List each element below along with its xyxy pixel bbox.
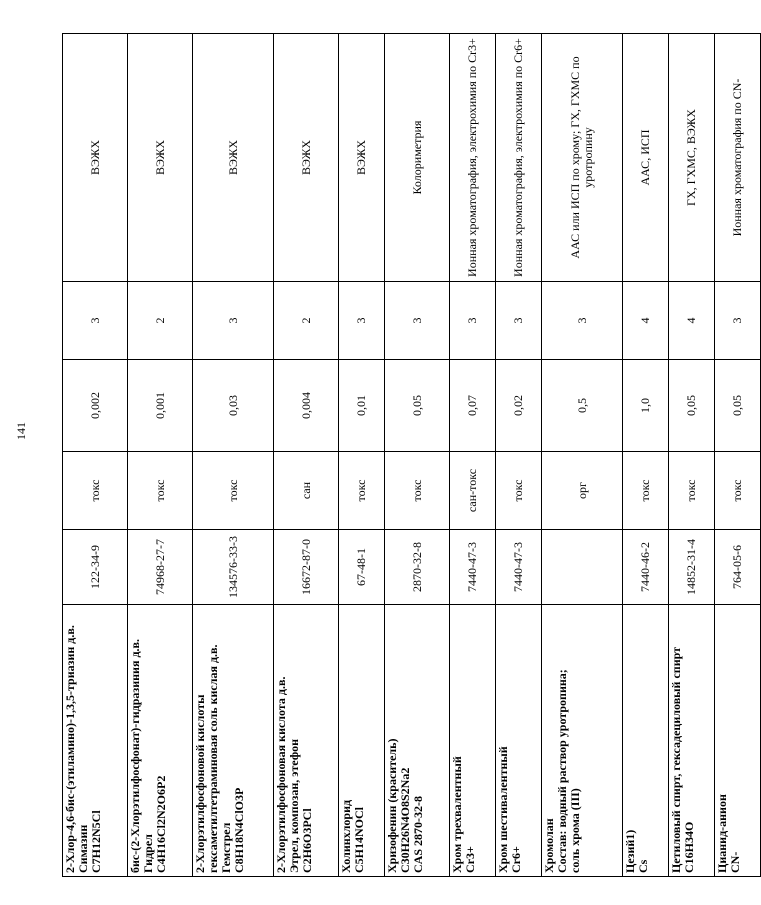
substance-name-line: Холинхлорид xyxy=(339,799,353,873)
mac-value-cell: 0,05 xyxy=(385,360,450,452)
substance-name-line: Хромолан xyxy=(542,818,556,873)
substance-name-line: Состав: водный раствор уротропина; xyxy=(555,669,569,873)
substance-name-cell xyxy=(193,605,274,877)
substance-name-line: C7H12N5Cl xyxy=(89,810,103,873)
method-cell: ГХ, ГХМС, ВЭЖХ xyxy=(669,34,715,282)
cas-number-cell: 7440-47-3 xyxy=(496,530,542,605)
substance-name-cell xyxy=(128,605,193,877)
substance-name-line: 2-Хлор-4,6-бис-(этиламино)-1,3,5-триазин д.в. xyxy=(63,625,77,873)
mac-value-cell: 1,0 xyxy=(623,360,669,452)
hazard-sign-cell: орг xyxy=(542,452,623,530)
table-row xyxy=(63,34,128,877)
hazard-class-cell: 3 xyxy=(63,282,128,360)
substance-name-line: 2-Хлорэтилфосфоновой кислоты гексаметилтетраминовая соль кислая д.в. xyxy=(193,644,220,873)
substance-name-line: Гидрел xyxy=(141,834,155,873)
hazard-sign-cell: токс xyxy=(385,452,450,530)
hazard-class-cell: 3 xyxy=(450,282,496,360)
substances-table-frame xyxy=(62,34,744,877)
cas-number-cell: 74968-27-7 xyxy=(128,530,193,605)
hazard-class-cell: 3 xyxy=(496,282,542,360)
method-cell: Ионная хроматография, электрохимия по Cr6+ xyxy=(496,34,542,282)
mac-value-cell: 0,004 xyxy=(274,360,339,452)
substance-name-cell xyxy=(669,605,715,877)
method-cell: Колориметрия xyxy=(385,34,450,282)
substance-name-cell xyxy=(339,605,385,877)
substance-name-cell xyxy=(623,605,669,877)
method-cell: ВЭЖХ xyxy=(128,34,193,282)
substance-name-line: Гемстрел xyxy=(219,822,233,873)
substance-name-cell xyxy=(63,605,128,877)
substance-name-line: бис-(2-Хлорэтилфосфонат)-гидразиния д.в. xyxy=(128,638,142,873)
method-cell: Ионная хроматография, электрохимия по Cr3+ xyxy=(450,34,496,282)
substance-name-line: Cr3+ xyxy=(463,846,477,873)
table-row xyxy=(385,34,450,877)
method-cell: ВЭЖХ xyxy=(63,34,128,282)
hazard-class-cell: 3 xyxy=(339,282,385,360)
mac-value-cell: 0,02 xyxy=(496,360,542,452)
table-row xyxy=(496,34,542,877)
hazard-class-cell: 3 xyxy=(715,282,761,360)
hazard-sign-cell: токс xyxy=(193,452,274,530)
substance-name-cell xyxy=(385,605,450,877)
table-row xyxy=(193,34,274,877)
method-cell: ААС, ИСП xyxy=(623,34,669,282)
substance-name-line: C4H16Cl2N2O6P2 xyxy=(154,775,168,873)
table-row xyxy=(715,34,761,877)
substance-name-line: Хром трехвалентный xyxy=(450,756,464,873)
substance-name-line: C8H18N4ClO3P xyxy=(232,787,246,873)
method-cell: Ионная хроматография по CN- xyxy=(715,34,761,282)
substance-name-cell xyxy=(450,605,496,877)
hazard-class-cell: 4 xyxy=(623,282,669,360)
hazard-sign-cell: токс xyxy=(669,452,715,530)
cas-number-cell: 122-34-9 xyxy=(63,530,128,605)
mac-value-cell: 0,002 xyxy=(63,360,128,452)
substance-name-line: Этрел, композан, этефон xyxy=(287,738,301,873)
substance-name-cell xyxy=(542,605,623,877)
hazard-class-cell: 2 xyxy=(274,282,339,360)
method-cell: ВЭЖХ xyxy=(339,34,385,282)
mac-value-cell: 0,07 xyxy=(450,360,496,452)
hazard-sign-cell: токс xyxy=(339,452,385,530)
substance-name-line: CN- xyxy=(728,851,742,873)
mac-value-cell: 0,5 xyxy=(542,360,623,452)
substance-name-line: C2H6O3PCl xyxy=(300,808,314,873)
hazard-class-cell: 4 xyxy=(669,282,715,360)
hazard-sign-cell: сан-токс xyxy=(450,452,496,530)
table-row xyxy=(669,34,715,877)
cas-number-cell: 7440-47-3 xyxy=(450,530,496,605)
mac-value-cell: 0,03 xyxy=(193,360,274,452)
table-row xyxy=(450,34,496,877)
cas-number-cell: 764-05-6 xyxy=(715,530,761,605)
table-row xyxy=(542,34,623,877)
cas-number-cell: 67-48-1 xyxy=(339,530,385,605)
hazard-class-cell: 3 xyxy=(193,282,274,360)
cas-number-cell: 14852-31-4 xyxy=(669,530,715,605)
table-body xyxy=(63,34,761,877)
table-row xyxy=(128,34,193,877)
substance-name-line: Хризофенин (краситель) xyxy=(385,738,399,873)
substance-name-line: 2-Хлорэтилфосфоновая кислота д.в. xyxy=(274,676,288,873)
hazard-class-cell: 3 xyxy=(385,282,450,360)
substance-name-line: Cr6+ xyxy=(509,846,523,873)
mac-value-cell: 0,05 xyxy=(715,360,761,452)
hazard-sign-cell: токс xyxy=(128,452,193,530)
mac-value-cell: 0,05 xyxy=(669,360,715,452)
substance-name-cell xyxy=(496,605,542,877)
cas-number-cell xyxy=(542,530,623,605)
hazard-sign-cell: сан xyxy=(274,452,339,530)
substance-name-line: Симазин xyxy=(76,824,90,873)
hazard-sign-cell: токс xyxy=(715,452,761,530)
substance-name-line: Цианид-анион xyxy=(715,794,729,873)
substance-name-line: соль хрома (III) xyxy=(568,788,582,873)
substance-name-cell xyxy=(715,605,761,877)
cas-number-cell: 16672-87-0 xyxy=(274,530,339,605)
substance-name-line: C30H26N4O8S2Na2 xyxy=(398,767,412,873)
cas-number-cell: 7440-46-2 xyxy=(623,530,669,605)
substance-name-line: Цетиловый спирт, гексадециловый спирт xyxy=(669,646,683,873)
hazard-class-cell: 3 xyxy=(542,282,623,360)
substance-name-line: Хром шестивалентный xyxy=(496,746,510,873)
substances-table xyxy=(62,33,761,877)
substance-name-line: CAS 2870-32-8 xyxy=(411,796,425,873)
substance-name-line: Цезий1) xyxy=(623,829,637,873)
substance-name-line: Cs xyxy=(636,859,650,873)
cas-number-cell: 2870-32-8 xyxy=(385,530,450,605)
table-row xyxy=(274,34,339,877)
cas-number-cell: 134576-33-3 xyxy=(193,530,274,605)
hazard-sign-cell: токс xyxy=(63,452,128,530)
hazard-sign-cell: токс xyxy=(623,452,669,530)
mac-value-cell: 0,001 xyxy=(128,360,193,452)
table-row xyxy=(339,34,385,877)
substance-name-cell xyxy=(274,605,339,877)
page-number: 141 xyxy=(14,422,28,440)
substance-name-line: C16H34O xyxy=(682,821,696,873)
mac-value-cell: 0,01 xyxy=(339,360,385,452)
hazard-class-cell: 2 xyxy=(128,282,193,360)
method-cell: ВЭЖХ xyxy=(193,34,274,282)
table-row xyxy=(623,34,669,877)
substance-name-line: C5H14NOCl xyxy=(352,807,366,873)
method-cell: ААС или ИСП по хрому; ГХ, ГХМС по уротропину xyxy=(542,34,623,282)
hazard-sign-cell: токс xyxy=(496,452,542,530)
method-cell: ВЭЖХ xyxy=(274,34,339,282)
